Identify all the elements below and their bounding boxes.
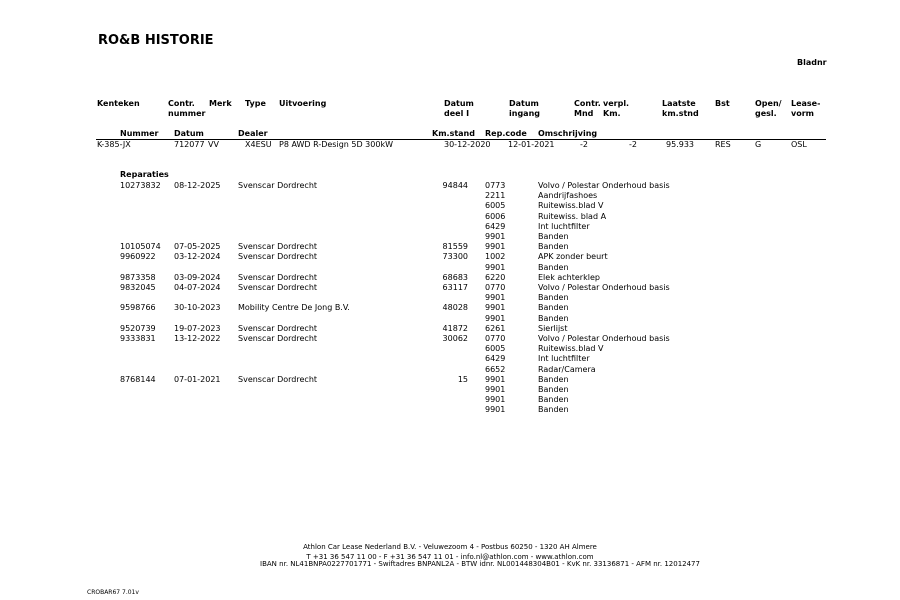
header-open-gesl: Open/ gesl. <box>755 99 782 118</box>
header-lease-vorm: Lease- vorm <box>791 99 821 118</box>
repair-km: 68683 <box>442 272 468 282</box>
repair-code: 9901 <box>485 405 506 415</box>
repair-datum: 30-10-2023 <box>174 303 221 313</box>
table-row <box>0 263 900 273</box>
repair-omschrijving: Banden <box>538 405 569 415</box>
repair-dealer: Svenscar Dordrecht <box>238 252 318 262</box>
repair-code: 0773 <box>485 181 506 190</box>
repair-code: 6652 <box>485 364 506 374</box>
repair-code: 6006 <box>485 211 506 221</box>
repair-dealer: Svenscar Dordrecht <box>238 242 318 252</box>
repair-code: 9901 <box>485 313 506 323</box>
header-laatste-kmstand: Laatste km.stnd <box>662 99 699 118</box>
repair-km: 94844 <box>442 181 468 190</box>
table-row <box>0 334 900 344</box>
repair-nummer: 10273832 <box>120 181 161 190</box>
repair-omschrijving: Ruitewiss. blad A <box>538 211 607 221</box>
form-code: CROBAR67 7.01v <box>87 589 139 596</box>
repair-code: 1002 <box>485 252 506 262</box>
repair-omschrijving: Banden <box>538 374 569 384</box>
page-title: RO&B HISTORIE <box>98 33 214 48</box>
repair-datum: 04-07-2024 <box>174 283 221 292</box>
repair-omschrijving: Sierlijst <box>538 323 568 333</box>
table-row <box>0 314 900 324</box>
footer-contact: T +31 36 547 11 00 - F +31 36 547 11 01 - info.nl@athlon.com - www.athlon.com <box>306 553 594 561</box>
repair-omschrijving: Banden <box>538 262 569 272</box>
repair-omschrijving: APK zonder beurt <box>538 252 608 262</box>
repair-omschrijving: Int luchtfilter <box>538 354 590 364</box>
header-datum-deel: Datum deel I <box>444 99 474 118</box>
table-row <box>0 385 900 395</box>
repair-omschrijving: Volvo / Polestar Onderhoud basis <box>538 283 670 292</box>
repair-omschrijving: Int luchtfilter <box>538 221 590 231</box>
repair-km: 15 <box>457 374 468 384</box>
repair-omschrijving: Volvo / Polestar Onderhoud basis <box>538 334 670 343</box>
repair-omschrijving: Volvo / Polestar Onderhoud basis <box>538 181 670 190</box>
vehicle-open-gesl: G <box>755 140 762 149</box>
repair-datum: 07-01-2021 <box>174 374 221 384</box>
header-datum: Datum <box>174 129 204 138</box>
repair-omschrijving: Banden <box>538 313 569 323</box>
repair-dealer: Svenscar Dordrecht <box>238 374 318 384</box>
repair-omschrijving: Ruitewiss.blad V <box>538 201 604 211</box>
repair-code: 9901 <box>485 385 506 394</box>
repair-omschrijving: Aandrijfashoes <box>538 191 598 201</box>
repair-dealer: Svenscar Dordrecht <box>238 323 318 333</box>
repair-datum: 03-09-2024 <box>174 272 221 282</box>
repair-dealer: Svenscar Dordrecht <box>238 283 318 292</box>
page-number-label: Bladnr <box>797 58 827 67</box>
repair-omschrijving: Banden <box>538 303 569 313</box>
vehicle-type: X4ESU <box>245 140 272 149</box>
repair-code: 6429 <box>485 354 506 364</box>
repair-datum: 07-05-2025 <box>174 242 221 252</box>
repair-datum: 08-12-2025 <box>174 181 221 190</box>
table-row <box>0 252 900 262</box>
table-row <box>0 354 900 364</box>
table-row <box>0 201 900 211</box>
repair-nummer: 9333831 <box>120 334 156 343</box>
header-type: Type <box>245 99 266 108</box>
repair-dealer: Mobility Centre De Jong B.V. <box>238 303 350 313</box>
repair-datum: 19-07-2023 <box>174 323 221 333</box>
vehicle-merk: VV <box>208 140 219 149</box>
table-row <box>0 222 900 232</box>
repair-dealer: Svenscar Dordrecht <box>238 334 318 343</box>
header-bst: Bst <box>715 99 730 108</box>
reparaties-heading: Reparaties <box>120 170 169 179</box>
table-row <box>0 283 900 293</box>
repair-code: 9901 <box>485 303 506 313</box>
header-uitvoering: Uitvoering <box>279 99 327 108</box>
vehicle-bst: RES <box>715 140 731 149</box>
repair-omschrijving: Banden <box>538 395 569 405</box>
header-merk: Merk <box>209 99 232 108</box>
vehicle-lease-vorm: OSL <box>791 140 807 149</box>
header-omschrijving: Omschrijving <box>538 129 598 138</box>
vehicle-kenteken: K-385-JX <box>97 140 131 149</box>
repair-code: 9901 <box>485 242 506 252</box>
repair-code: 6005 <box>485 344 506 354</box>
table-row <box>0 365 900 375</box>
vehicle-contr-mnd: -2 <box>580 140 588 149</box>
footer-bank: IBAN nr. NL41BNPA0227701771 - Swiftadres BNPANL2A - BTW idnr. NL001448304B01 - KvK nr. 33136871 - AFM nr. 12012477 <box>260 560 700 568</box>
table-row <box>0 293 900 303</box>
vehicle-contr: 712077 <box>174 140 205 149</box>
header-datum-ingang: Datum ingang <box>509 99 540 118</box>
repair-code: 0770 <box>485 283 506 292</box>
repair-code: 6261 <box>485 323 506 333</box>
repair-nummer: 9960922 <box>120 252 156 262</box>
vehicle-datum-ingang: 12-01-2021 <box>508 140 555 149</box>
repair-omschrijving: Radar/Camera <box>538 364 596 374</box>
header-kmstand: Km.stand <box>432 129 475 138</box>
table-row <box>0 212 900 222</box>
header-kenteken: Kenteken <box>97 99 140 108</box>
table-row <box>0 181 900 191</box>
repair-omschrijving: Banden <box>538 385 569 394</box>
vehicle-laatste-kmstand: 95.933 <box>666 140 694 149</box>
table-row <box>0 375 900 385</box>
repair-code: 9901 <box>485 395 506 405</box>
repair-code: 9901 <box>485 262 506 272</box>
repair-code: 6005 <box>485 201 506 211</box>
header-dealer: Dealer <box>238 129 268 138</box>
footer-address: Athlon Car Lease Nederland B.V. - Veluwezoom 4 - Postbus 60250 - 1320 AH Almere <box>303 543 597 551</box>
repair-nummer: 9520739 <box>120 323 156 333</box>
repair-code: 9901 <box>485 232 506 241</box>
vehicle-uitvoering: P8 AWD R-Design 5D 300kW <box>279 140 393 149</box>
table-row <box>0 395 900 405</box>
repair-km: 30062 <box>442 334 468 343</box>
repair-code: 0770 <box>485 334 506 343</box>
repair-nummer: 9598766 <box>120 303 156 313</box>
table-row <box>0 344 900 354</box>
table-row <box>0 405 900 415</box>
repair-code: 6429 <box>485 221 506 231</box>
repair-omschrijving: Banden <box>538 293 569 303</box>
repair-code: 9901 <box>485 374 506 384</box>
repair-nummer: 10105074 <box>120 242 161 252</box>
header-verpl-km: verpl. Km. <box>603 99 630 118</box>
repair-nummer: 9832045 <box>120 283 156 292</box>
header-contr-mnd: Contr. Mnd <box>574 99 601 118</box>
repair-code: 2211 <box>485 191 506 201</box>
repair-dealer: Svenscar Dordrecht <box>238 181 318 190</box>
header-contr-nummer: Contr. nummer <box>168 99 206 118</box>
repair-omschrijving: Elek achterklep <box>538 272 600 282</box>
table-row <box>0 191 900 201</box>
repair-km: 41872 <box>442 323 468 333</box>
repair-datum: 13-12-2022 <box>174 334 221 343</box>
repair-dealer: Svenscar Dordrecht <box>238 272 318 282</box>
repair-km: 48028 <box>442 303 468 313</box>
vehicle-verpl-km: -2 <box>629 140 637 149</box>
repair-datum: 03-12-2024 <box>174 252 221 262</box>
repair-omschrijving: Ruitewiss.blad V <box>538 344 604 354</box>
header-repcode: Rep.code <box>485 129 527 138</box>
table-row <box>0 242 900 252</box>
table-row <box>0 324 900 334</box>
repair-omschrijving: Banden <box>538 242 569 252</box>
repair-km: 81559 <box>442 242 468 252</box>
header-nummer: Nummer <box>120 129 159 138</box>
repair-nummer: 8768144 <box>120 374 156 384</box>
repair-km: 73300 <box>442 252 468 262</box>
table-row <box>0 273 900 283</box>
table-row <box>0 232 900 242</box>
repair-omschrijving: Banden <box>538 232 569 241</box>
repair-code: 9901 <box>485 293 506 303</box>
repair-code: 6220 <box>485 272 506 282</box>
vehicle-datum-deel: 30-12-2020 <box>444 140 491 149</box>
repair-nummer: 9873358 <box>120 272 156 282</box>
table-row <box>0 303 900 313</box>
repair-km: 63117 <box>442 283 468 292</box>
